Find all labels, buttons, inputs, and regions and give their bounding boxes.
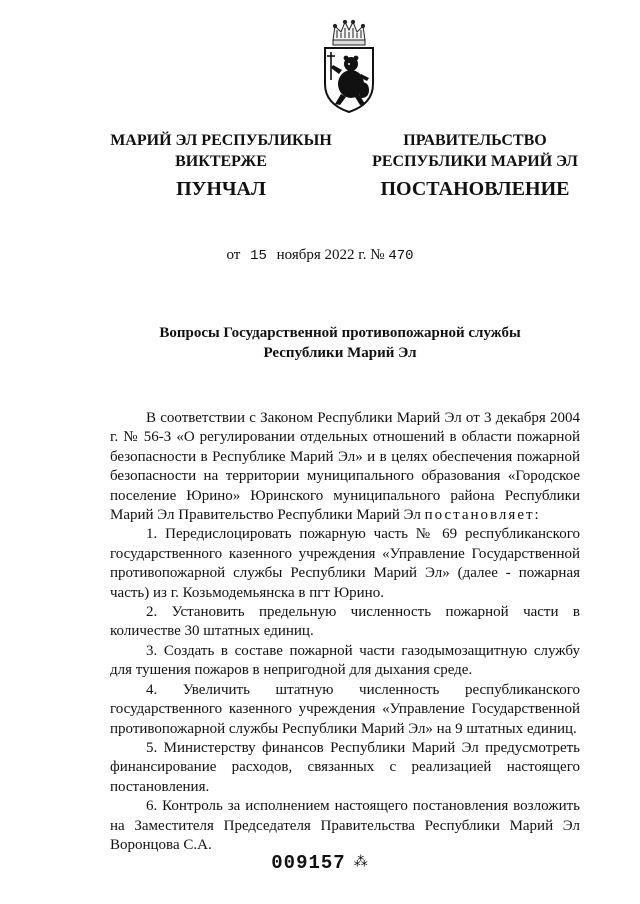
document-title: [100, 323, 580, 363]
list-item: 5. Министерству финансов Республики Марий Эл предусмотреть финансирование расходов, связанных с реализацией настоящего постановления.: [110, 739, 580, 795]
header-ru-line1: ПРАВИТЕЛЬСТВО: [403, 132, 547, 149]
list-item: 1. Передислоцировать пожарную часть № 69 республиканского государственного казенного учреждения «Управление Государственной противопожарной службы Республики Марий Эл» (далее - пожарная часть) из г. Козьмодемьянска в пгт Юрино.: [110, 526, 580, 601]
coat-of-arms-icon: [321, 18, 377, 114]
document-date-line: [0, 247, 640, 264]
list-item: 4. Увеличить штатную численность республиканского государственного казенного учреждения «Управление Государственной противопожарной службы Республики Марий Эл» на 9 штатных единиц.: [110, 681, 580, 737]
date-month-year: ноября 2022 г. №: [276, 247, 385, 263]
date-day: 15: [250, 248, 267, 264]
list-item: 6. Контроль за исполнением настоящего постановления возложить на Заместителя Председателя Правительства Республики Марий Эл Воронцова С.А.: [110, 798, 580, 853]
header-mari-doc-type: ПУНЧАЛ: [176, 178, 266, 200]
preamble-verb: постановляет:: [424, 507, 541, 524]
header-mari-line2: ВИКТЕРЖЕ: [175, 153, 267, 170]
title-line2: Республики Марий Эл: [263, 345, 417, 361]
header-ru-doc-type: ПОСТАНОВЛЕНИЕ: [380, 178, 570, 200]
header-ru-line2: РЕСПУБЛИКИ МАРИЙ ЭЛ: [372, 153, 578, 170]
title-line1: Вопросы Государственной противопожарной службы: [159, 325, 521, 341]
asterism-mark: ⁂: [353, 854, 369, 870]
preamble-text: В соответствии с Законом Республики Марий Эл от 3 декабря 2004 г. № 56-З «О регулировании отдельных отношений в области пожарной безопасности в Республике Марий Эл» и в целях обеспечения пожарной безопасности на территории муниципального образования «Городское поселение Юрино» Юринского муниципального района Республики Марий Эл Правительство Республики Марий Эл: [110, 410, 580, 524]
header-mari-side: [96, 130, 346, 202]
document-body: [110, 409, 580, 855]
list-item: 2. Установить предельную численность пожарной части в количестве 30 штатных единиц.: [110, 604, 580, 640]
serial-number: 009157: [271, 852, 346, 874]
form-serial-number: [0, 852, 640, 874]
header-russian-side: [360, 130, 590, 202]
header-mari-line1: МАРИЙ ЭЛ РЕСПУБЛИКЫН: [110, 132, 332, 149]
preamble-paragraph: [110, 409, 580, 525]
date-from: от: [226, 247, 241, 263]
list-item: 3. Создать в составе пожарной части газодымозащитную службу для тушения пожаров в непригодной для дыхания среде.: [110, 642, 580, 679]
document-number: 470: [388, 248, 414, 264]
